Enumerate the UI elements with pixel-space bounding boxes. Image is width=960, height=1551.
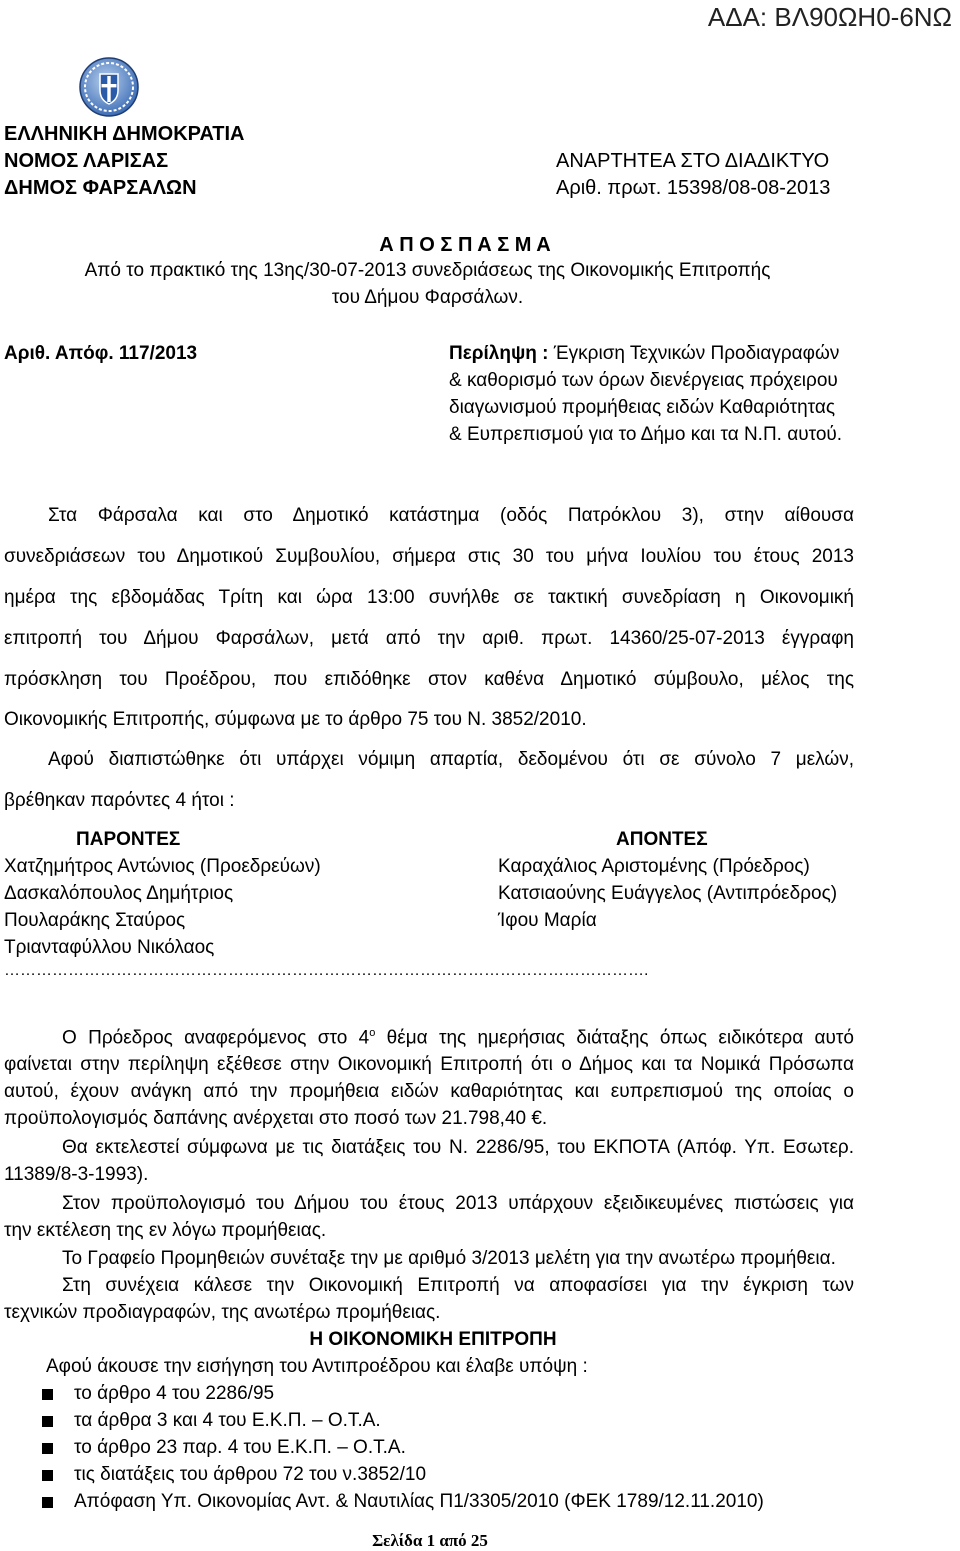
consideration-item: το άρθρο 23 παρ. 4 του Ε.Κ.Π. – Ο.Τ.Α. — [74, 1437, 406, 1458]
intro-line-5: πρόσκληση του Προέδρου, που επιδόθηκε στον καθένα Δημοτικό σύμβουλο, μέλος της — [4, 669, 854, 690]
summary-text-1: Έγκριση Τεχνικών Προδιαγραφών — [553, 343, 840, 364]
decision-number: Αριθ. Απόφ. 117/2013 — [4, 343, 198, 364]
consideration-item: τα άρθρα 3 και 4 του Ε.Κ.Π. – Ο.Τ.Α. — [74, 1410, 381, 1431]
body-p1-line-3: αυτού, έχουν ανάγκη από την προμήθεια ειδών καθαριότητας και ευπρεπισμού της οποίας ο — [4, 1081, 854, 1102]
committee-lead: Αφού άκουσε την εισήγηση του Αντιπροέδρου και έλαβε υπόψη : — [46, 1356, 588, 1377]
bullet-icon — [42, 1416, 53, 1427]
body-p5-line-2: τεχνικών προδιαγραφών, της ανωτέρω προμήθειας. — [4, 1302, 441, 1323]
committee-heading: Η ΟΙΚΟΝΟΜΙΚΗ ΕΠΙΤΡΟΠΗ — [309, 1329, 557, 1350]
summary-label: Περίληψη : — [449, 343, 554, 364]
body-p1-line-1 — [62, 1027, 854, 1049]
header-country: ΕΛΛΗΝΙΚΗ ΔΗΜΟΚΡΑΤΙΑ — [4, 123, 245, 145]
body-p4-line-1: Το Γραφείο Προμηθειών συνέταξε την με αριθμό 3/2013 μελέτη για την ανωτέρω προμήθεια. — [62, 1248, 836, 1269]
consideration-item: Απόφαση Υπ. Οικονομίας Αντ. & Ναυτιλίας Π1/3305/2010 (ΦΕΚ 1789/12.11.2010) — [74, 1491, 764, 1512]
body-p2-line-2: 11389/8-3-1993). — [4, 1164, 149, 1185]
greek-emblem-icon — [78, 56, 140, 118]
protocol-number: Αριθ. πρωτ. 15398/08-08-2013 — [556, 177, 831, 199]
absent-heading: ΑΠΟΝΤΕΣ — [616, 829, 708, 850]
absent-member: Καραχάλιος Αριστομένης (Πρόεδρος) — [498, 856, 810, 877]
present-member: Τριανταφύλλου Νικόλαος — [4, 937, 215, 958]
minutes-line-2: του Δήμου Φαρσάλων. — [331, 287, 524, 308]
ada-code: ΑΔΑ: ΒΛ90ΩΗ0-6ΝΩ — [707, 2, 952, 32]
intro-line-8: βρέθηκαν παρόντες 4 ήτοι : — [4, 790, 235, 811]
body-p1-line-2: φαίνεται στην περίληψη εξέθεσε στην Οικονομική Επιτροπή ότι ο Δήμος και τα Νομικά Πρόσωπα — [4, 1054, 854, 1075]
present-heading: ΠΑΡΟΝΤΕΣ — [76, 829, 181, 850]
body-p1-text-b: θέμα της ημερήσιας διάταξης όπως ειδικότερα αυτό — [375, 1027, 854, 1049]
intro-line-1: Στα Φάρσαλα και στο Δημοτικό κατάστημα (οδός Πατρόκλου 3), στην αίθουσα — [48, 505, 854, 526]
header-municipality: ΔΗΜΟΣ ΦΑΡΣΑΛΩΝ — [4, 177, 197, 199]
absent-member: Ίφου Μαρία — [498, 910, 597, 931]
bullet-icon — [42, 1389, 53, 1400]
intro-line-2: συνεδριάσεων του Δημοτικού Συμβουλίου, σήμερα στις 30 του μήνα Ιουλίου του έτους 2013 — [4, 546, 854, 567]
bullet-icon — [42, 1497, 53, 1508]
present-member: Δασκαλόπουλος Δημήτριος — [4, 883, 234, 904]
intro-line-4: επιτροπή του Δήμου Φαρσάλων, μετά από την αριθ. πρωτ. 14360/25-07-2013 έγγραφη — [4, 628, 854, 649]
document-heading: Α Π Ο Σ Π Α Σ Μ Α — [379, 234, 551, 256]
ordinal-sup: ο — [369, 1027, 376, 1039]
body-p1-line-4: προϋπολογισμός δαπάνης ανέρχεται στο ποσό των 21.798,40 €. — [4, 1108, 548, 1129]
bullet-icon — [42, 1470, 53, 1481]
body-p3-line-2: την εκτέλεση της εν λόγω προμήθειας. — [4, 1220, 327, 1241]
minutes-line-1: Από το πρακτικό της 13ης/30-07-2013 συνεδριάσεως της Οικονομικής Επιτροπής — [84, 260, 771, 281]
summary-line-3: διαγωνισμού προμήθειας ειδών Καθαριότητας — [449, 397, 836, 418]
consideration-item: το άρθρο 4 του 2286/95 — [74, 1383, 275, 1404]
page-number: Σελίδα 1 από 25 — [372, 1531, 488, 1550]
body-p5-line-1: Στη συνέχεια κάλεσε την Οικονομική Επιτροπή να αποφασίσει για την έγκριση των — [62, 1275, 854, 1296]
present-member: Χατζημήτρος Αντώνιος (Προεδρεύων) — [4, 856, 321, 877]
posting-notice: ΑΝΑΡΤΗΤΕΑ ΣΤΟ ΔΙΑΔΙΚΤΥΟ — [556, 150, 830, 172]
intro-line-3: ημέρα της εβδομάδας Τρίτη και ώρα 13:00 συνήλθε σε τακτική συνεδρίαση η Οικονομική — [4, 587, 854, 608]
body-p2-line-1: Θα εκτελεστεί σύμφωνα με τις διατάξεις του Ν. 2286/95, του ΕΚΠΟΤΑ (Απόφ. Υπ. Εσωτερ. — [62, 1137, 854, 1158]
bullet-icon — [42, 1443, 53, 1454]
intro-line-7: Αφού διαπιστώθηκε ότι υπάρχει νόμιμη απαρτία, δεδομένου ότι σε σύνολο 7 μελών, — [48, 749, 854, 770]
consideration-item: τις διατάξεις του άρθρου 72 του ν.3852/10 — [74, 1464, 427, 1485]
header-prefecture: ΝΟΜΟΣ ΛΑΡΙΣΑΣ — [4, 150, 169, 172]
absent-member: Κατσιαούνης Ευάγγελος (Αντιπρόεδρος) — [498, 883, 838, 904]
summary-line-4: & Ευπρεπισμού για το Δήμο και τα Ν.Π. αυτού. — [449, 424, 843, 445]
summary-line-1 — [449, 343, 839, 365]
body-p3-line-1: Στον προϋπολογισμό του Δήμου του έτους 2013 υπάρχουν εξειδικευμένες πιστώσεις για — [62, 1193, 854, 1214]
separator-dots: …………………………………………………………………………………………………………. — [4, 962, 649, 979]
body-p1-text-a: Ο Πρόεδρος αναφερόμενος στο 4 — [62, 1027, 370, 1049]
summary-line-2: & καθορισμό των όρων διενέργειας πρόχειρου — [449, 370, 838, 391]
present-member: Πουλαράκης Σταύρος — [4, 910, 186, 931]
intro-line-6: Οικονομικής Επιτροπής, σύμφωνα με το άρθρο 75 του Ν. 3852/2010. — [4, 709, 587, 730]
